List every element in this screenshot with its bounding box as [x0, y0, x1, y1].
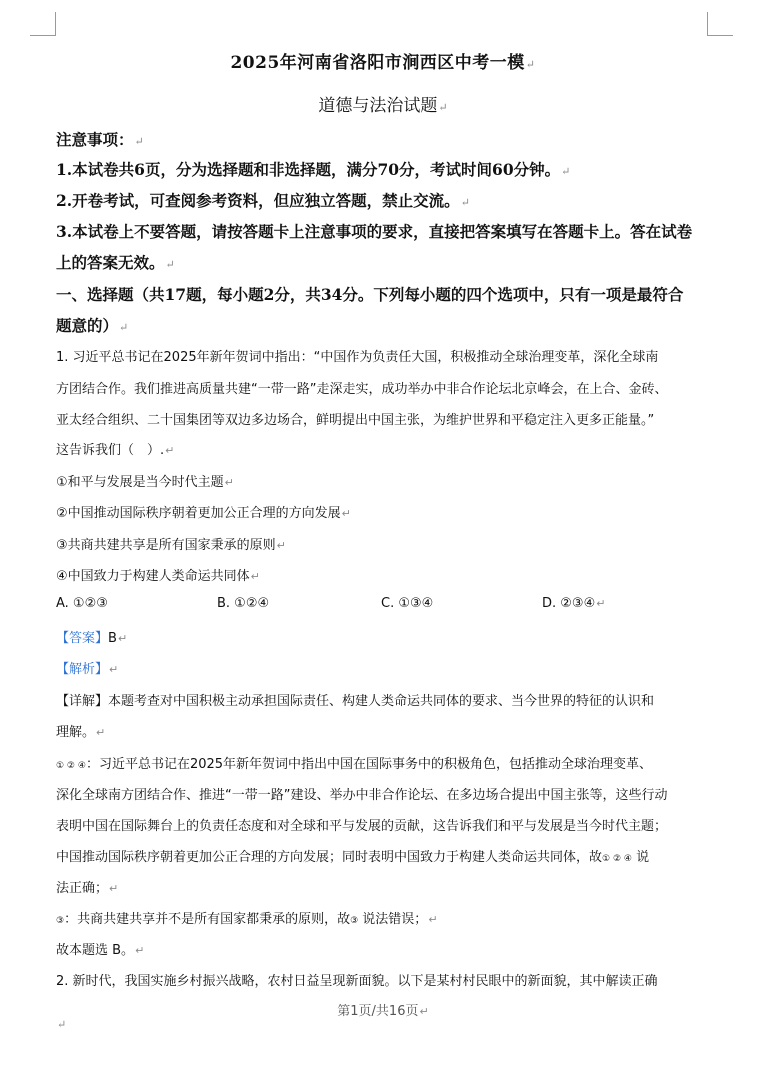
crop-mark-top-right	[707, 12, 733, 36]
q1-stem-line-1: 1. 习近平总书记在2025年新年贺词中指出：“中国作为负责任大国，积极推动全球治理变革，深化全球南	[56, 350, 659, 365]
notice-item-1: 1.本试卷共6页，分为选择题和非选择题，满分70分，考试时间60分钟。↵	[56, 160, 571, 179]
q1-statement-3: ③共商共建共享是所有国家秉承的原则↵	[56, 538, 286, 553]
q1-statement-1: ①和平与发展是当今时代主题↵	[56, 475, 234, 490]
notice-item-2: 2.开卷考试，可查阅参考资料，但应独立答题，禁止交流。↵	[56, 191, 470, 210]
detail-tag: 【详解】	[56, 694, 109, 709]
end-paragraph-mark: ↵	[57, 1018, 67, 1031]
q1-stem-line-3: 亚太经合组织、二十国集团等双边多边场合，鲜明提出中国主张，为维护世界和平稳定注入更多正能量。”	[56, 413, 655, 428]
notice-item-3-cont: 上的答案无效。↵	[56, 253, 175, 272]
q1-statement-4: ④中国致力于构建人类命运共同体↵	[56, 569, 260, 584]
q1-conclusion: 故本题选 B。↵	[56, 943, 145, 958]
q1-stem-line-2: 方团结合作。我们推进高质量共建“一带一路”走深走实，成功举办中非合作论坛北京峰会，在上合、金砖、	[56, 382, 668, 397]
q1-answer: 【答案】B↵	[56, 631, 128, 646]
crop-mark-top-left	[30, 12, 56, 36]
q1-option-c: C. ①③④	[381, 596, 434, 611]
page-footer: 第1页/共16页↵	[337, 1004, 429, 1019]
section-heading: 一、选择题（共17题，每小题2分，共34分。下列每小题的四个选项中，只有一项是最符合	[56, 285, 684, 304]
section-heading-cont: 题意的）↵	[56, 316, 129, 335]
document-title: 2025年河南省洛阳市涧西区中考一模↵	[230, 53, 536, 73]
q1-explain-line-2: 深化全球南方团结合作、推进“一带一路”建设、举办中非合作论坛、在多边场合提出中国主张等，这些行动	[56, 788, 668, 803]
analysis-tag: 【解析】	[56, 662, 109, 677]
q1-explain-line-3: 表明中国在国际舞台上的负责任态度和对全球和平与发展的贡献，这告诉我们和平与发展是当今时代主题；	[56, 819, 668, 834]
q1-option-a: A. ①②③	[56, 596, 108, 611]
q1-option-b: B. ①②④	[217, 596, 270, 611]
q1-stem-line-4: 这告诉我们（ ）.↵	[56, 443, 175, 458]
q1-explain-line-4: 中国推动国际秩序朝着更加公正合理的方向发展；同时表明中国致力于构建人类命运共同体，故① ② ④ 说	[56, 850, 650, 865]
q1-detail-line-1: 【详解】本题考查对中国积极主动承担国际责任、构建人类命运共同体的要求、当今世界的特征的认识和	[56, 694, 655, 709]
notice-item-3: 3.本试卷上不要答题，请按答题卡上注意事项的要求，直接把答案填写在答题卡上。答在试卷	[56, 222, 693, 241]
document-subject: 道德与法治试题↵	[318, 96, 448, 116]
answer-tag: 【答案】	[56, 631, 109, 646]
q1-explain-line-5: 法正确；↵	[56, 881, 119, 896]
notice-heading: 注意事项：↵	[56, 130, 144, 149]
q1-analysis-heading: 【解析】↵	[56, 662, 119, 677]
q1-detail-line-2: 理解。↵	[56, 725, 106, 740]
q1-explain-wrong: ③：共商共建共享并不是所有国家都秉承的原则，故③ 说法错误；↵	[56, 912, 438, 927]
q1-explain-line-1: ① ② ④：习近平总书记在2025年新年贺词中指出中国在国际事务中的积极角色，包括推动全球治理变革、	[56, 757, 653, 772]
q1-statement-2: ②中国推动国际秩序朝着更加公正合理的方向发展↵	[56, 506, 351, 521]
q1-option-d: D. ②③④↵	[542, 596, 606, 611]
q2-stem-line-1: 2. 新时代，我国实施乡村振兴战略，农村日益呈现新面貌。以下是某村村民眼中的新面貌，其中解读正确	[56, 974, 658, 989]
